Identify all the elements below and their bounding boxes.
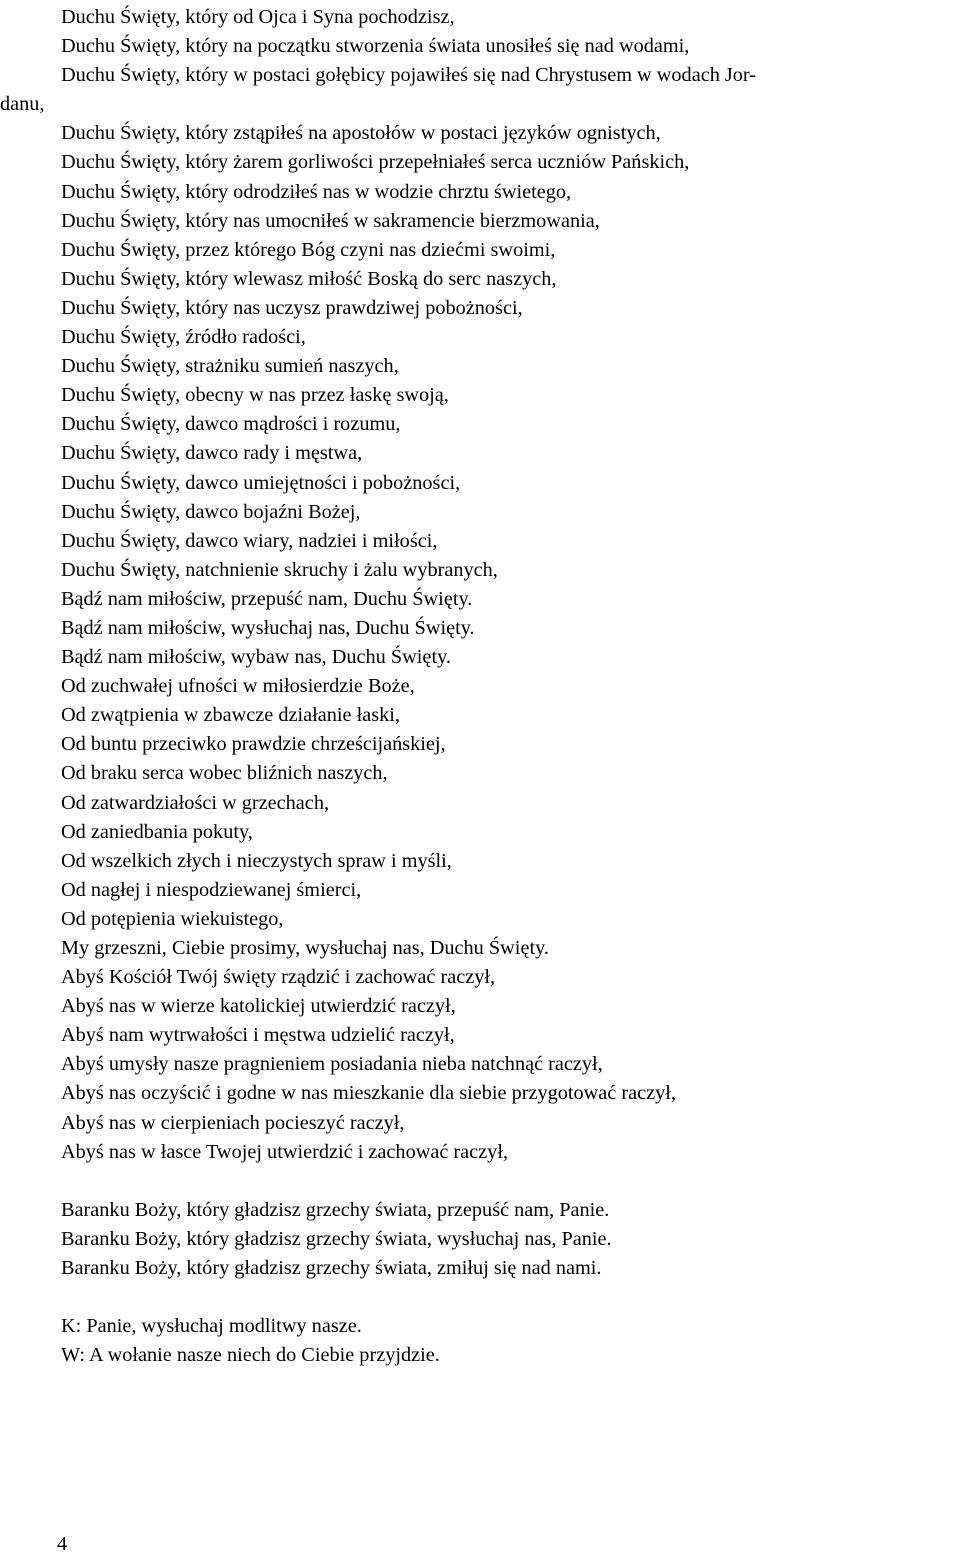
lamb-line: Baranku Boży, który gładzisz grzechy świata, zmiłuj się nad nami. bbox=[61, 1257, 602, 1280]
litany-line: Duchu Święty, natchnienie skruchy i żalu wybranych, bbox=[61, 558, 498, 581]
litany-line: Duchu Święty, dawco rady i męstwa, bbox=[61, 442, 363, 465]
litany-line: Duchu Święty, który odrodziłeś nas w wodzie chrztu świetego, bbox=[61, 180, 572, 203]
litany-line: Abyś nas w wierze katolickiej utwierdzić raczył, bbox=[61, 995, 456, 1018]
litany-block bbox=[0, 3, 960, 1167]
litany-line: Abyś Kościół Twój święty rządzić i zachować raczył, bbox=[61, 966, 496, 989]
litany-line: Bądź nam miłościw, wybaw nas, Duchu Święty. bbox=[61, 646, 451, 669]
litany-line: Duchu Święty, który na początku stworzenia świata unosiłeś się nad wodami, bbox=[61, 35, 690, 58]
litany-line: Duchu Święty, który w postaci gołębicy pojawiłeś się nad Chrystusem w wodach Jor- bbox=[61, 64, 757, 87]
litany-line: Abyś nas w cierpieniach pocieszyć raczył, bbox=[61, 1111, 405, 1134]
litany-line: Duchu Święty, źródło radości, bbox=[61, 326, 306, 349]
litany-line: Duchu Święty, dawco umiejętności i pobożności, bbox=[61, 471, 461, 494]
litany-line: Duchu Święty, dawco bojaźni Bożej, bbox=[61, 500, 361, 523]
document-body bbox=[0, 3, 960, 1370]
litany-line: Duchu Święty, który od Ojca i Syna pochodzisz, bbox=[61, 6, 455, 28]
lamb-of-god-block bbox=[0, 1196, 960, 1283]
litany-line: Duchu Święty, dawco mądrości i rozumu, bbox=[61, 413, 401, 436]
litany-line: Duchu Święty, który wlewasz miłość Boską do serc naszych, bbox=[61, 267, 557, 290]
litany-line: Duchu Święty, który nas umocniłeś w sakramencie bierzmowania, bbox=[61, 209, 600, 232]
litany-line: Duchu Święty, przez którego Bóg czyni nas dziećmi swoimi, bbox=[61, 238, 556, 261]
litany-line: Duchu Święty, który żarem gorliwości przepełniałeś serca uczniów Pańskich, bbox=[61, 151, 690, 174]
page-number: 4 bbox=[57, 1533, 68, 1555]
litany-line: Duchu Święty, dawco wiary, nadziei i miłości, bbox=[61, 529, 438, 552]
response-line: W: A wołanie nasze niech do Ciebie przyjdzie. bbox=[61, 1344, 440, 1367]
lamb-line: Baranku Boży, który gładzisz grzechy świata, przepuść nam, Panie. bbox=[61, 1198, 610, 1221]
litany-line: My grzeszni, Ciebie prosimy, wysłuchaj nas, Duchu Święty. bbox=[61, 937, 549, 959]
lamb-line: Baranku Boży, który gładzisz grzechy świata, wysłuchaj nas, Panie. bbox=[61, 1227, 612, 1250]
litany-line: Abyś nas oczyścić i godne w nas mieszkanie dla siebie przygotować raczył, bbox=[61, 1082, 676, 1105]
litany-line: Duchu Święty, który nas uczysz prawdziwej pobożności, bbox=[61, 296, 523, 319]
blank-line bbox=[0, 1167, 960, 1196]
litany-line: Od nagłej i niespodziewanej śmierci, bbox=[61, 878, 362, 901]
litany-line: Od zwątpienia w zbawcze działanie łaski, bbox=[61, 704, 400, 727]
response-block bbox=[0, 1312, 960, 1370]
litany-line: Abyś nam wytrwałości i męstwa udzielić raczył, bbox=[61, 1024, 455, 1047]
litany-line: Duchu Święty, strażniku sumień naszych, bbox=[61, 355, 399, 378]
litany-line: Abyś umysły nasze pragnieniem posiadania nieba natchnąć raczył, bbox=[61, 1053, 603, 1076]
response-line: K: Panie, wysłuchaj modlitwy nasze. bbox=[61, 1315, 362, 1338]
litany-line: Duchu Święty, obecny w nas przez łaskę swoją, bbox=[61, 384, 449, 407]
litany-line: Duchu Święty, który zstąpiłeś na apostołów w postaci języków ognistych, bbox=[61, 122, 661, 145]
litany-line: Od zaniedbania pokuty, bbox=[61, 820, 253, 843]
litany-line: Od zatwardziałości w grzechach, bbox=[61, 791, 330, 814]
litany-line: Od braku serca wobec bliźnich naszych, bbox=[61, 762, 388, 785]
litany-line: Od zuchwałej ufności w miłosierdzie Boże, bbox=[61, 675, 415, 698]
litany-line: Abyś nas w łasce Twojej utwierdzić i zachować raczył, bbox=[61, 1140, 509, 1163]
litany-line: Od potępienia wiekuistego, bbox=[61, 907, 284, 930]
litany-line-continuation: danu, bbox=[0, 93, 45, 116]
litany-line: Od buntu przeciwko prawdzie chrześcijańskiej, bbox=[61, 733, 446, 756]
litany-line: Bądź nam miłościw, przepuść nam, Duchu Święty. bbox=[61, 587, 473, 610]
litany-line: Od wszelkich złych i nieczystych spraw i myśli, bbox=[61, 849, 452, 872]
blank-line bbox=[0, 1283, 960, 1312]
litany-line: Bądź nam miłościw, wysłuchaj nas, Duchu Święty. bbox=[61, 616, 475, 639]
